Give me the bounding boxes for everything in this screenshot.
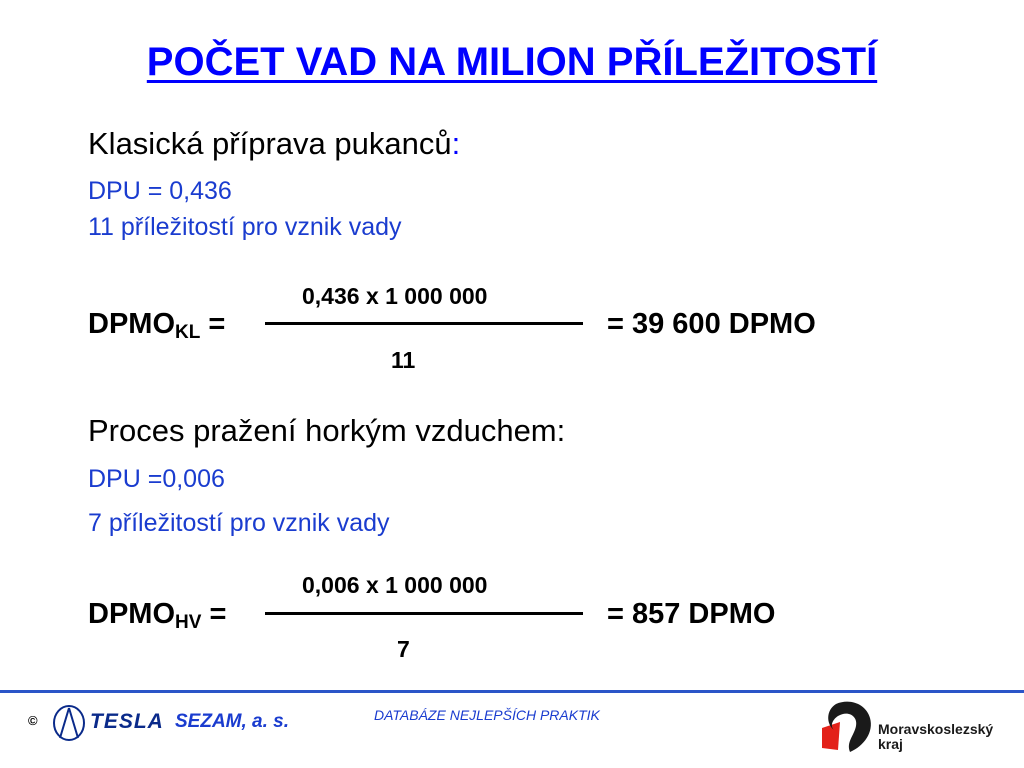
company-name: SEZAM, a. s. bbox=[175, 711, 290, 732]
denominator-classic: 11 bbox=[391, 347, 416, 373]
fraction-bar-classic bbox=[265, 322, 583, 325]
formula-equals: = bbox=[200, 308, 226, 340]
formula-label-classic bbox=[88, 308, 225, 344]
formula-label-sub: KL bbox=[175, 322, 201, 343]
formula-label-main: DPMO bbox=[88, 308, 175, 340]
result-classic: = 39 600 DPMO bbox=[607, 308, 816, 340]
region-name bbox=[878, 722, 993, 752]
database-label: DATABÁZE NEJLEPŠÍCH PRAKTIK bbox=[374, 707, 600, 723]
tesla-emblem-icon bbox=[50, 703, 88, 743]
tesla-logo-text: TESLA bbox=[90, 710, 164, 733]
formula-label-main: DPMO bbox=[88, 598, 175, 630]
dpu-hot-air: DPU =0,006 bbox=[88, 465, 225, 493]
section-heading-classic bbox=[88, 126, 460, 162]
section-heading-hot-air: Proces pražení horkým vzduchem: bbox=[88, 413, 566, 448]
section-heading-classic-text: Klasická příprava pukanců bbox=[88, 126, 452, 161]
formula-label-hot-air bbox=[88, 598, 226, 634]
copyright-symbol: © bbox=[28, 713, 38, 728]
region-name-line2: kraj bbox=[878, 736, 903, 752]
numerator-classic: 0,436 x 1 000 000 bbox=[302, 283, 488, 309]
region-name-line1: Moravskoslezský bbox=[878, 721, 994, 737]
formula-equals: = bbox=[201, 598, 227, 630]
formula-label-sub: HV bbox=[175, 612, 202, 633]
denominator-hot-air: 7 bbox=[397, 636, 410, 662]
opportunities-hot-air: 7 příležitostí pro vznik vady bbox=[88, 509, 390, 537]
dpu-classic: DPU = 0,436 bbox=[88, 177, 232, 205]
result-hot-air: = 857 DPMO bbox=[607, 598, 776, 630]
section-heading-colon: : bbox=[451, 126, 461, 161]
footer-divider bbox=[0, 690, 1024, 693]
fraction-bar-hot-air bbox=[265, 612, 583, 615]
moravskoslezsky-kraj-logo-icon bbox=[820, 698, 876, 756]
numerator-hot-air: 0,006 x 1 000 000 bbox=[302, 572, 488, 598]
opportunities-classic: 11 příležitostí pro vznik vady bbox=[88, 213, 402, 241]
page-title: POČET VAD NA MILION PŘÍLEŽITOSTÍ bbox=[146, 40, 878, 84]
